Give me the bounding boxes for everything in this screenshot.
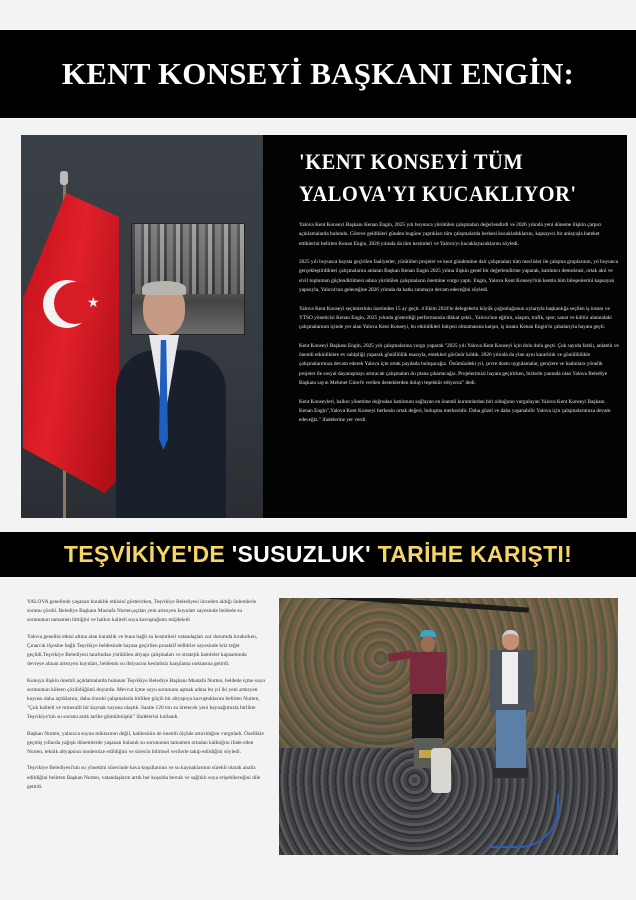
paragraph: Kent Konseyi Başkanı Engin, 2025 yılı çalışmalarına vurgu yaparak "2025 yılı Yalova Kent Konseyi için dolu dolu geçti. Çok sayıda farklı, anlamlı ve önemli etkinliklere ev sahipliği yaparak gönüllülük esasıyla, emekleri görünür kıldık. 2026 yılında da yine aynı kararlılık ve gönüllülükle çalışmalarımıza devam ederek Yalova için ortak paydada buluşacağız. Önümüzdeki yıl, çevre dostu uygulamalar, gençlere ve kadınlara yönelik projeler ile sosyal dayanışmayı artıracak çalışmaları ön plana çıkartacağız. Projelerimizi hayata geçirirken, bizlerin yanında olan Yalova Belediye Başkanı sayın Mehmet Gürel'e verilen desteklerden dolayı teşekkür ediyoruz" dedi. [299,342,619,387]
paragraph: YALOVA genelinde yaşanan kuraklık etkisini gösterirken, Teşvikiye Belediyesi önceden aldığı önlemlerle sorunu çözdü. Belediye Başkanı Mustafa Nurten,açılan yeni artezyen kuyuları sayesinde beldede su sorununun tamamen bittiğini ve halkın kaliteli suya kavuştuğunu müjdeledi [27,599,257,624]
quote-headline: 'KENT KONSEYİ TÜM YALOVA'YI KUCAKLIYOR' [299,150,577,207]
mayor-figure [484,626,538,786]
engin-portrait-photo [21,135,263,518]
paragraph: Konuya ilişkin önemli açıklamalarda bulunan Teşvikiye Belediye Başkanı Mustafa Nurten, beldede içme suyu sorununun kökten çözüldüğünü duyurdu. Mevcut içme suyu sorununu aşmak adına bu yıl iki yeni artezyen kuyusu daha açtıklarını, daha önceki çalışmalarla birlikte güçlü bir altyapıya kavuştuklarını belirten Nurten, "Çok kaliteli ve mineralli bir kaynak suyuna ulaştık. Saatte 120 ton su üretecek yeni kaynağımızla birlikte Teşvikiye'nin su sorunu artık tarihe gömülmüştür" ifadelerini kullandı. [27,677,265,721]
story-tesvikiye-text [27,598,265,799]
wellhead [431,748,451,793]
paragraph: Başkan Nurten, yalnızca suyun miktarının değil, kalitesinin de önemli ölçüde artırıldığını vurguladı. Özellikle geçmiş yıllarda yağışlı dönemlerde yaşanan bulanık su sorununun tamamen ortadan kalktığını ifade eden Nurten, teknik altyapının modernize edildiğini ve sürecin bilimsel verilerle takip edildiğini söyledi. [27,730,264,755]
paragraph: Kent Konseyleri, halkın yönetime doğrudan katılımını sağlayan en önemli kurumlardan biri olduğunu vurgulayan Yalova Kent Konseyi Başkanı Kenan Engin",Yalova Kent Konseyi herkesin ortak değeri, buluşma merkezidir. Daha güzel ve daha yaşanabilir Yalova için çalışmalarımıza devam edeceğiz." ifadelerine yer verdi. [299,398,611,424]
paragraph: 2025 yılı boyunca hayata geçirilen faaliyetler, yürütülen projeler ve kent gündemine dair çalışmaları tüm meclisler ile çalışma gruplarının, yıl boyunca gerçekleştirdikleri çalışmalarını anlatan Başkan Kenan Engin 2025 yılına ilişkin genel bir değerlendirme yaparak, katılımcı demokrasi, ortak akıl ve sivil toplumun güçlendirilmesi adına yürütülen çalışmaların önemine vurgu yaptı. Engin, Yalova Kent Konseyi'nin kentin tüm bileşenlerini kapsayan yapısıyla, Yalova'nın geleceğine 2026 yılında da katkı sunmaya devam edeceğini söyledi. [299,259,619,294]
paragraph: Yalova Kent Konseyi Başkanı Kenan Engin, 2025 yılı boyunca yürütülen çalışmaları değerlendirdi ve 2026 yılında yeni döneme ilişkin çarpıcı açıklamalarda bulundu. Göreve geldikleri günden bugüne yaptıkları tüm çalışmalarda herkesi kucakladıklarını, kapsayıcı bir anlayışla hareket ettiklerini belirten Kenan Engin, 2026 yılında da tüm kesimleri ve Yalova'yı kucaklayacaklarını söyledi. [299,222,602,247]
secondary-headline-banner [0,532,636,577]
paragraph: Teşvikiye Belediyesi'nin su yönetimi sürecinde hava koşullarının ve su kaynaklarının sürekli olarak analiz edildiğini belirten Başkan Nurten, vatandaşların artık her koşulda berrak ve sağlıklı suya erişebileceğini dile getirdi. [27,765,261,790]
paragraph: Yalova Kent Konseyi seçimlerinin üzerinden 15 ay geçti. 4 Ekim 2024'te delegelerin büyük çoğunluğunun oylarıyla başkanlığa seçilen iş insanı ve YTSO yöneticisi Kenan Engin, 2025 yılında gösterdiği performansla dikkat çekti., Yalova'nın eğitim, ulaşım, trafik, spor, sanat ve kültür alanındaki çalışmalarının içinde yer alan Yalova Kent Konseyi, bu etkinlikleri bütçesi olmamasına karşın, iş insanı Kenan Engin'in çabalarıyla hayata geçti. [299,305,612,331]
secondary-headline: TEŞVİKİYE'DE 'SUSUZLUK' TARİHE KARIŞTI! [63,541,573,567]
story-kent-konseyi [21,135,627,518]
main-headline: KENT KONSEYİ BAŞKANI ENGİN: [61,56,575,91]
turkish-flag-icon [23,193,119,493]
story1-text-column [279,135,627,518]
well-site-photo [279,598,618,855]
paragraph: Yalova genelini etkisi altına alan kuraklık ve buna bağlı su kesintileri vatandaşları zor durumda bırakırken, Çınarcık ilçesine bağlı Teşvikiye beldesinde hayata geçirilen proaktif tedbirler sayesinde kriz teğet geçildi.Teşvikiye Belediyesi tarafından yürütülen altyapı çalışmaları ve stratejik hamleler kapsamında devreye alınan artezyen kuyuları, beldenin su ihtiyacını kesintisiz karşılama noktasına getirdi. [27,633,258,668]
top-headline-banner [0,30,636,118]
star-icon: ★ [87,296,100,311]
story1-body [299,221,619,435]
